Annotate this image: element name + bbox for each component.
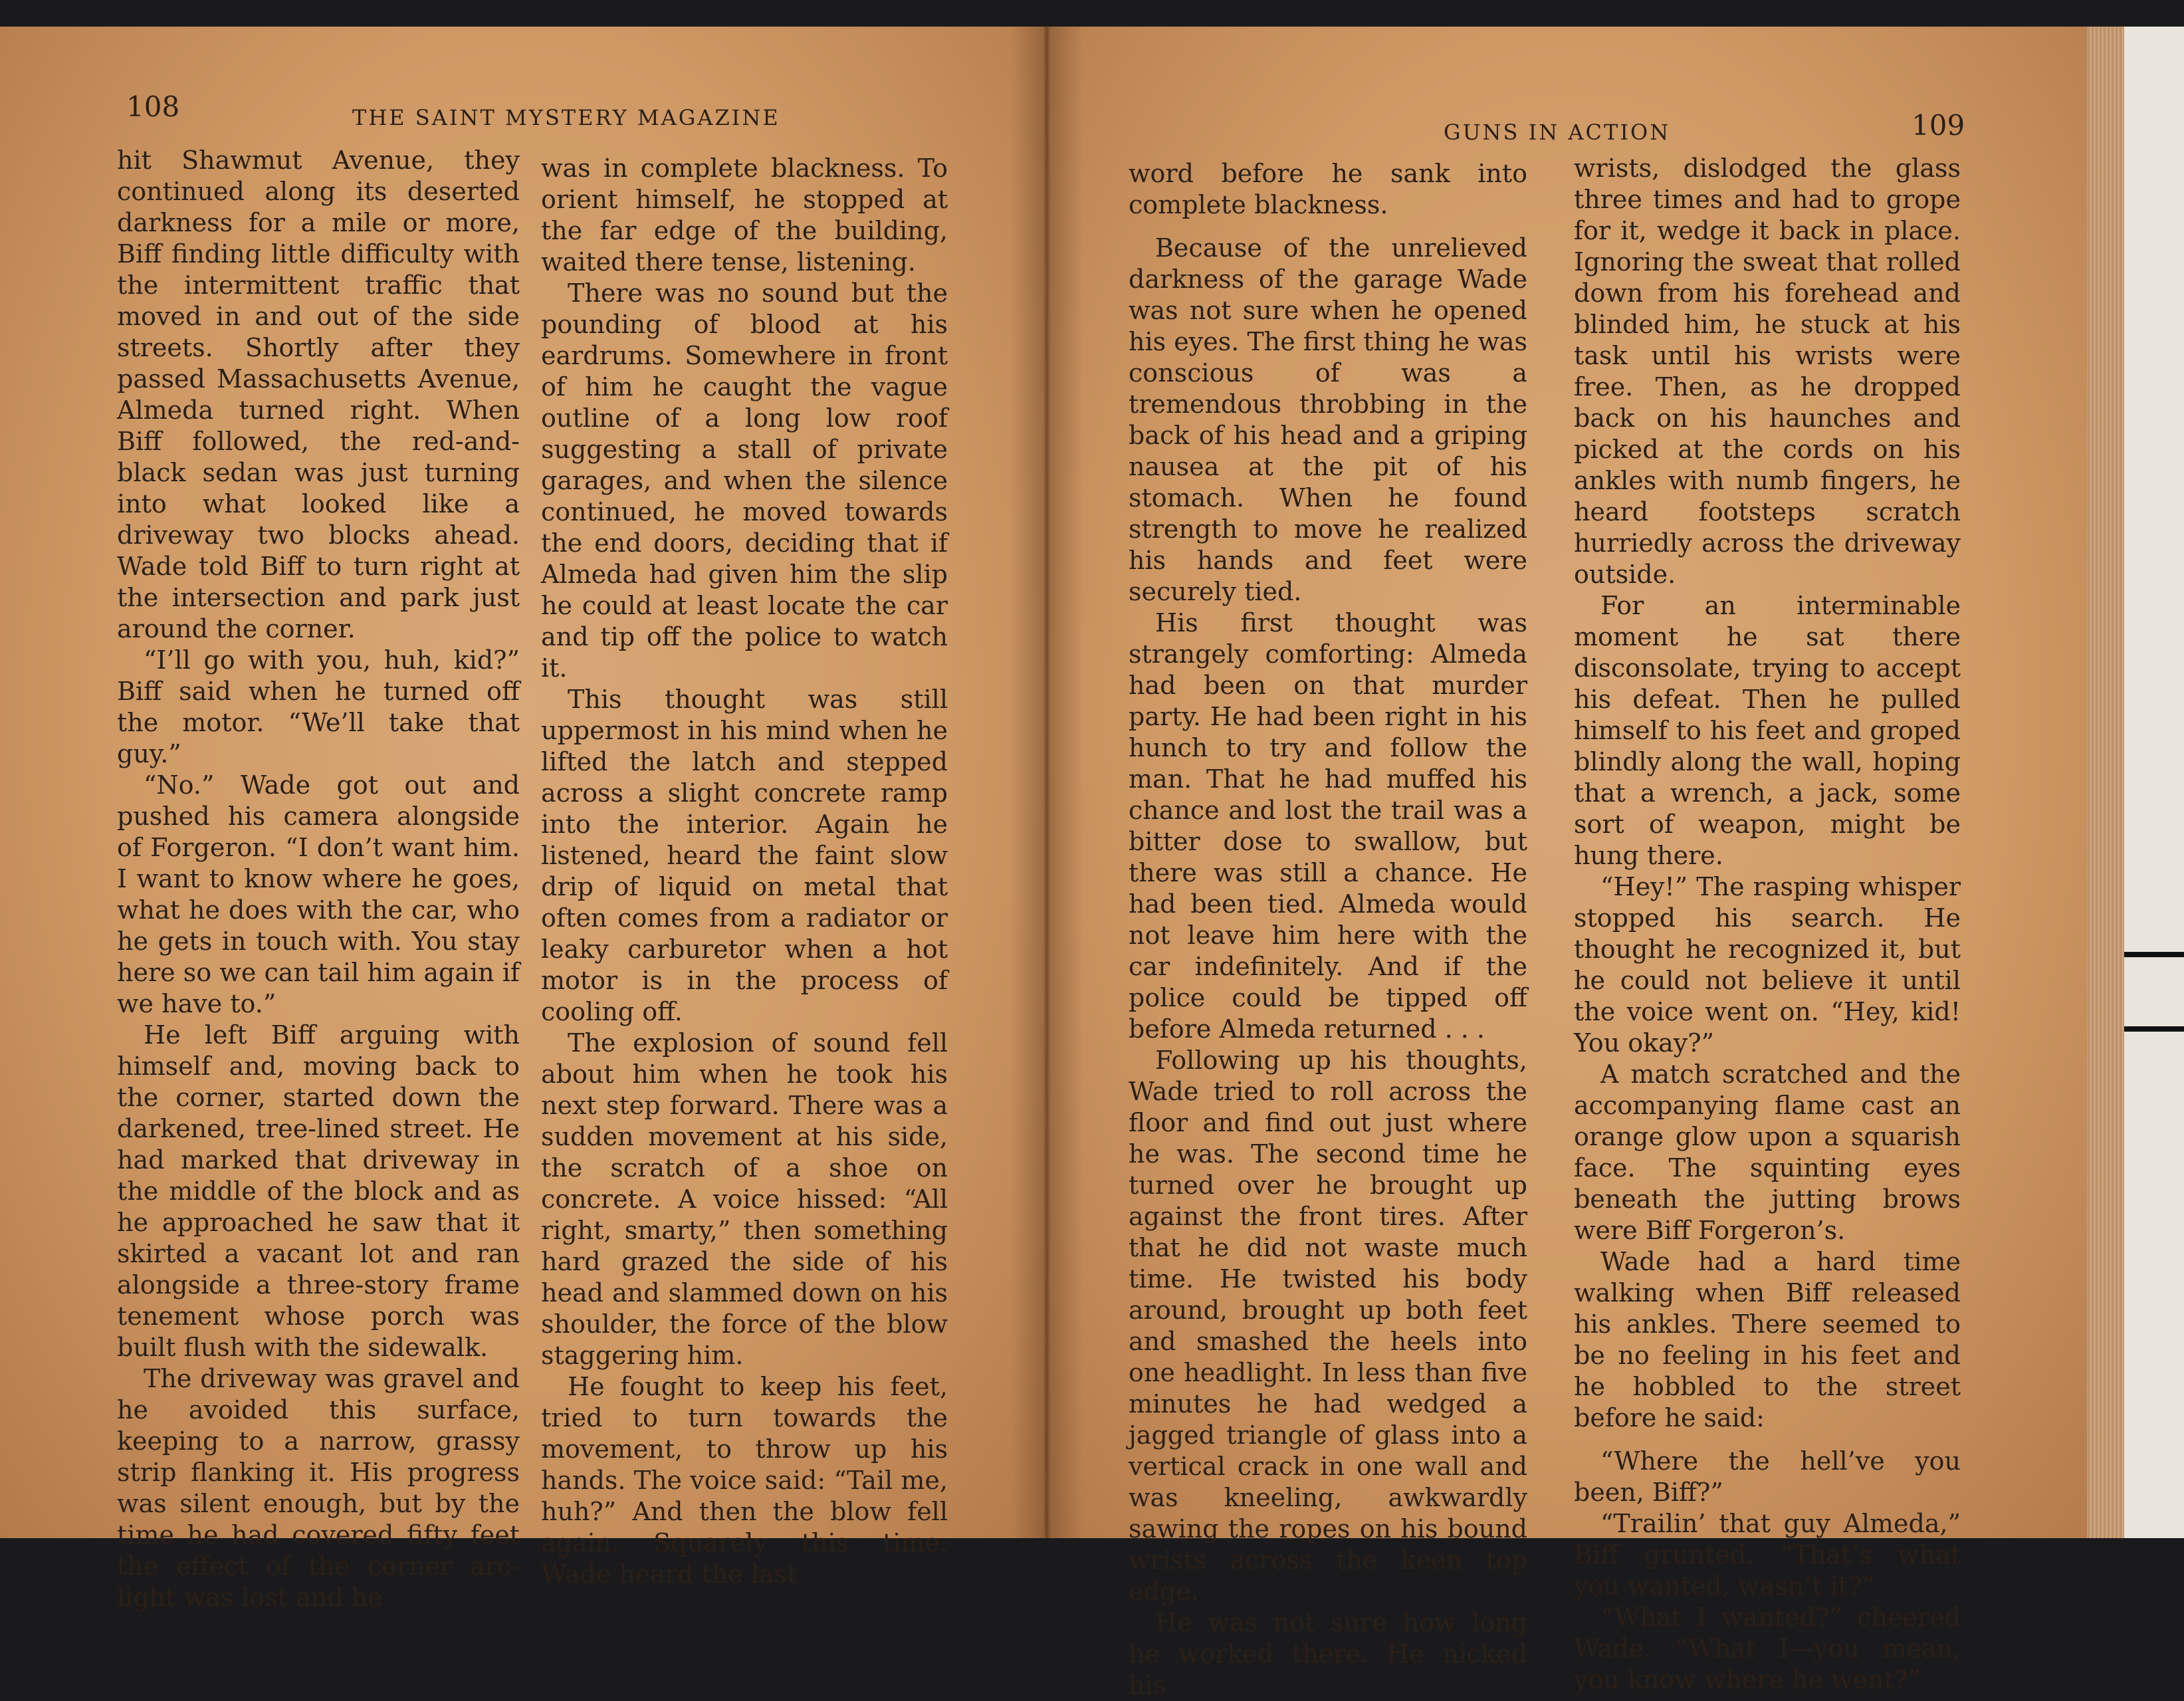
paragraph: There was no sound but the pounding of blood at his eardrums. Somewhere in front of him he caught the vague outline of a long low roof suggesting a stall of private garages, and when the silence continued, he moved towards the end doors, deciding that if Almeda had given him the slip he could at least locate the car and tip off the police to watch it. xyxy=(541,279,948,683)
paragraph: A match scratched and the accompanying flame cast an orange glow upon a squarish face. The squinting eyes beneath the jutting brows were Biff Forgeron’s. xyxy=(1574,1060,1961,1245)
left-page xyxy=(0,27,1043,1612)
paragraph: Wade had a hard time walking when Biff released his ankles. There seemed to be no feeling in his feet and he hobbled to the street before he said: xyxy=(1574,1247,1961,1432)
book-gutter xyxy=(1010,27,1083,1538)
right-running-head: GUNS IN ACTION xyxy=(1444,120,1671,145)
paragraph: The driveway was gravel and he avoided this surface, keeping to a narrow, grassy strip flanking it. His progress was silent enough, but by the time he had covered fifty feet the effect of the corner arc-light was lost and he xyxy=(117,1364,520,1612)
paragraph: “Hey!” The rasping whisper stopped his search. He thought he recognized it, but he could not believe it until the voice went on. “Hey, kid! You okay?” xyxy=(1574,872,1961,1058)
paragraph: “Where the hell’ve you been, Biff?” xyxy=(1574,1446,1961,1507)
ruler-mark xyxy=(2124,1026,2184,1032)
paragraph: hit Shawmut Avenue, they continued along its deserted darkness for a mile or more, Biff finding little difficulty with the intermittent traffic that moved in and out of the side streets. Shortly after they passed Massachusetts Avenue, Almeda turned right. When Biff followed, the red-and-black sedan was just turning into what looked like a driveway two blocks ahead. Wade told Biff to turn right at the intersection and park just around the corner. xyxy=(117,146,520,643)
left-page-number: 108 xyxy=(126,90,180,123)
right-column-2 xyxy=(1574,153,1961,1696)
right-page xyxy=(1043,27,2107,1700)
paragraph: For an interminable moment he sat there disconsolate, trying to accept his defeat. Then he pulled himself to his feet and groped blindly along the wall, hoping that a wrench, a jack, some sort of weapon, might be hung there. xyxy=(1574,591,1961,870)
paragraph: was in complete blackness. To orient himself, he stopped at the far edge of the building, waited there tense, listening. xyxy=(541,154,948,277)
backdrop xyxy=(2124,27,2184,1538)
left-column-2 xyxy=(541,153,948,1590)
paragraph: Because of the unrelieved darkness of the garage Wade was not sure when he opened his eyes. The first thing he was conscious of was a tremendous throbbing in the back of his head and a griping nausea at the pit of his stomach. When he found strength to move he realized his hands and feet were securely tied. xyxy=(1129,233,1527,606)
paragraph: “I’ll go with you, huh, kid?” Biff said when he turned off the motor. “We’ll take that guy.” xyxy=(117,645,520,768)
left-column-1 xyxy=(117,145,520,1613)
paragraph: The explosion of sound fell about him when he took his next step forward. There was a sudden movement at his side, the scratch of a shoe on concrete. A voice hissed: “All right, smarty,” then something hard grazed the side of his head and slammed down on his shoulder, the force of the blow staggering him. xyxy=(541,1028,948,1370)
open-book xyxy=(0,27,2184,1700)
right-page-number: 109 xyxy=(1911,109,1965,142)
paragraph: This thought was still uppermost in his mind when he lifted the latch and stepped across a slight concrete ramp into the interior. Again he listened, heard the faint slow drip of liquid on metal that often comes from a radiator or leaky carburetor when a hot motor is in the process of cooling off. xyxy=(541,685,948,1026)
paragraph: Following up his thoughts, Wade tried to roll across the floor and find out just where he was. The second time he turned over he brought up against the front tires. After that he did not waste much time. He twisted his body around, brought up both feet and smashed the heels into one headlight. In less than five minutes he had wedged a jagged triangle of glass into a vertical crack in one wall and was kneeling, awkwardly sawing the ropes on his bound wrists across the keen top edge. xyxy=(1129,1046,1527,1606)
page-edges xyxy=(2087,27,2124,1538)
left-running-head: THE SAINT MYSTERY MAGAZINE xyxy=(352,105,780,130)
paragraph: “What I wanted?” cheered Wade. “What I—you mean, you know where he went?” xyxy=(1574,1603,1961,1694)
paragraph: His first thought was strangely comforting: Almeda had been on that murder party. He had been right in his hunch to try and follow the man. That he had muffed his chance and lost the trail was a bitter dose to swallow, but there was still a chance. He had been tied. Almeda would not leave him here with the car indefinitely. And if the police could be tipped off before Almeda returned . . . xyxy=(1129,608,1527,1044)
ruler-mark xyxy=(2124,952,2184,957)
right-column-1 xyxy=(1129,158,1527,1701)
paragraph: word before he sank into complete blackness. xyxy=(1129,159,1527,219)
paragraph: wrists, dislodged the glass three times and had to grope for it, wedge it back in place. Ignoring the sweat that rolled down from his forehead and blinded him, he stuck at his task until his wrists were free. Then, as he dropped back on his haunches and picked at the cords on his ankles with numb fingers, he heard footsteps scratch hurriedly across the driveway outside. xyxy=(1574,154,1961,589)
paragraph: He fought to keep his feet, tried to turn towards the movement, to throw up his hands. The voice said: “Tail me, huh?” And then the blow fell again. Squarely this time. Wade heard the last xyxy=(541,1372,948,1589)
paragraph: He was not sure how long he worked there. He nicked his xyxy=(1129,1608,1527,1700)
paragraph: He left Biff arguing with himself and, moving back to the corner, started down the darkened, tree-lined street. He had marked that driveway in the middle of the block and as he approached he saw that it skirted a vacant lot and ran alongside a three-story frame tenement whose porch was built flush with the sidewalk. xyxy=(117,1020,520,1362)
paragraph: “Trailin’ that guy Almeda,” Biff grunted. “That’s what you wanted, wasn’t it?” xyxy=(1574,1509,1961,1601)
paragraph: “No.” Wade got out and pushed his camera alongside of Forgeron. “I don’t want him. I want to know where he goes, what he does with the car, who he gets in touch with. You stay here so we can tail him again if we have to.” xyxy=(117,770,520,1018)
